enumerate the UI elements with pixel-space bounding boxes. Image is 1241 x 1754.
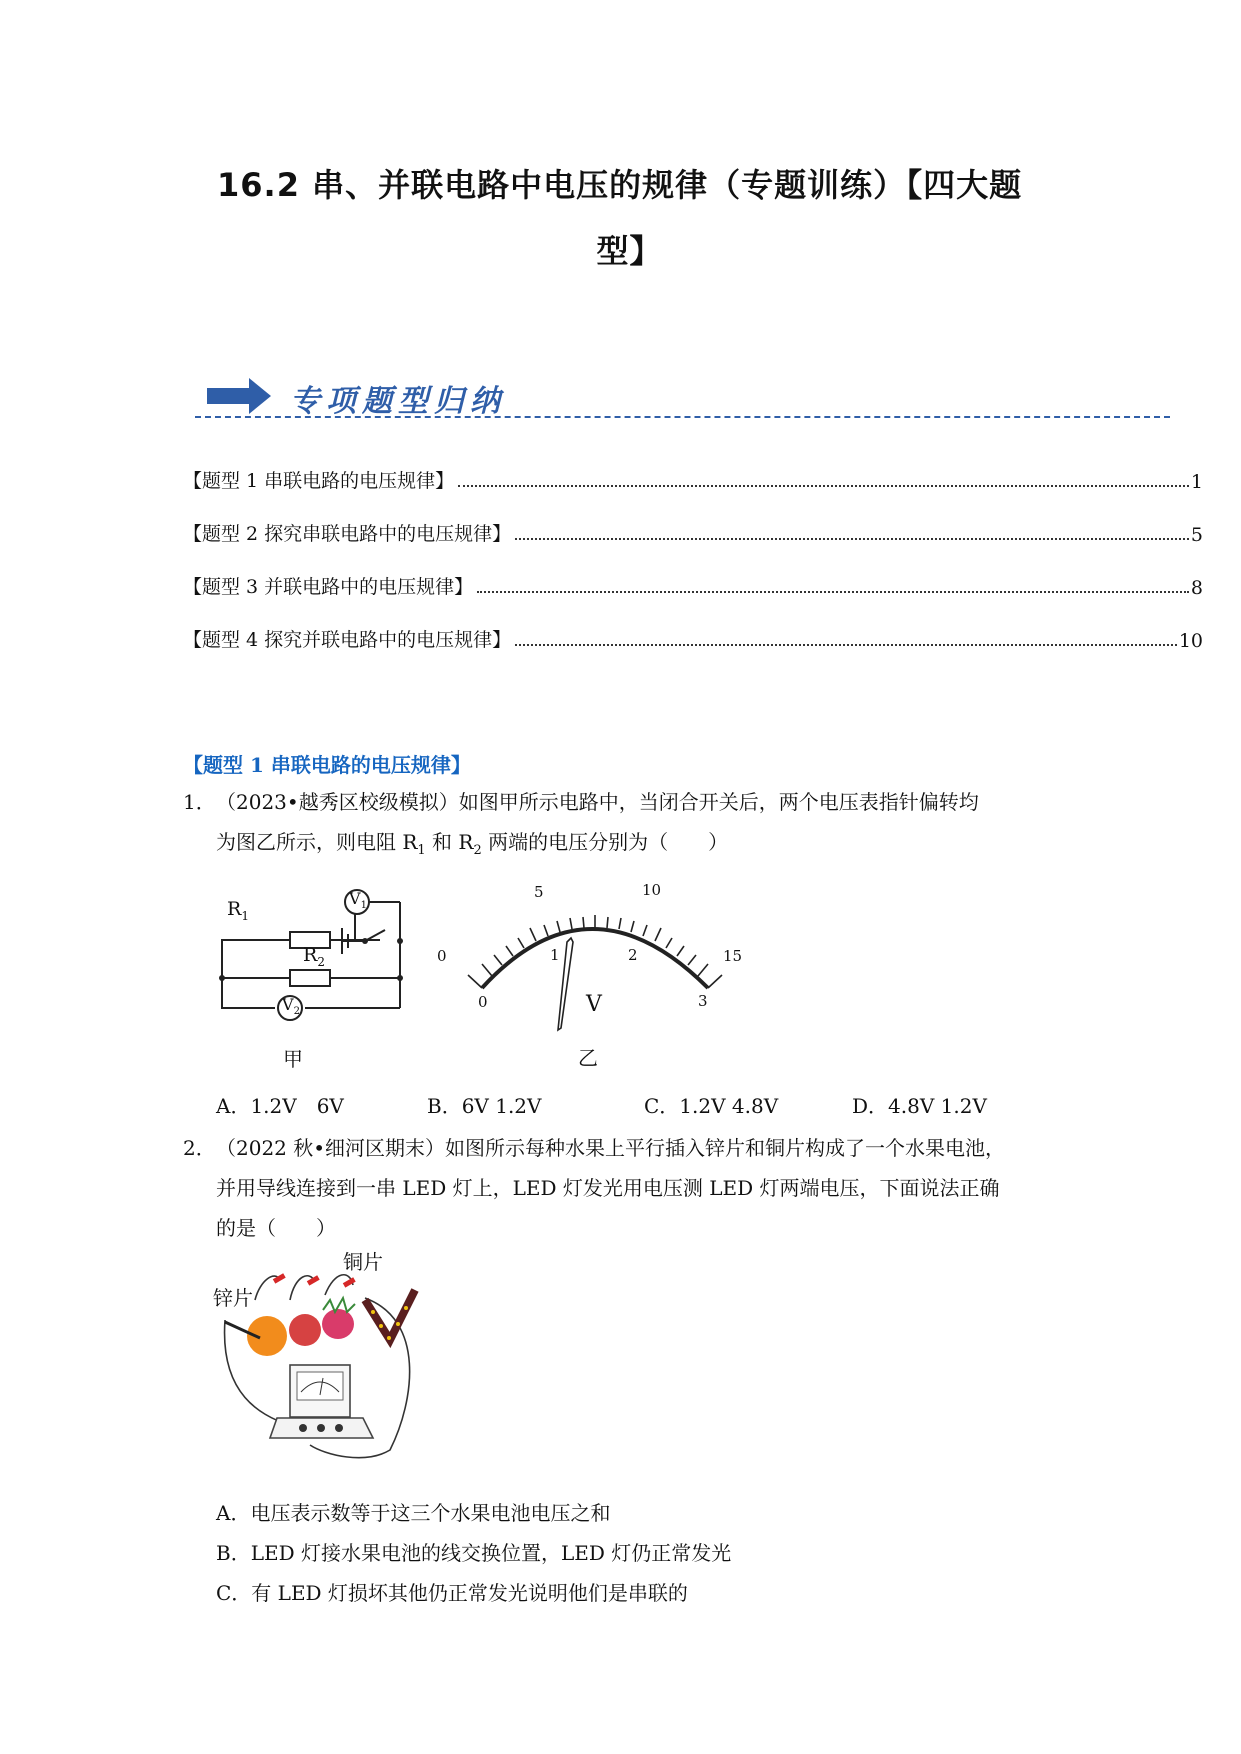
voltmeter-icon xyxy=(270,1365,373,1438)
toc-page-number: 10 xyxy=(1178,630,1203,652)
option-b[interactable]: B．6V 1.2V xyxy=(427,1094,542,1118)
toc-leader xyxy=(515,538,1189,540)
dial-outer-label-5: 5 xyxy=(534,883,544,901)
toc-item-label: 【题型 2 探究串联电路中的电压规律】 xyxy=(183,523,512,545)
toc-item-label: 【题型 3 并联电路中的电压规律】 xyxy=(183,576,474,598)
toc-item-1[interactable] xyxy=(183,463,1203,493)
question-stem-line-2: 为图乙所示，则电阻 $R_1$ 和 $R_2$ 两端的电压分别为（ ） xyxy=(216,830,729,858)
banner-rule xyxy=(195,416,1170,418)
section-banner xyxy=(205,372,1165,422)
banner-label: 专项题型归纳 xyxy=(290,384,506,419)
toc-page-number: 1 xyxy=(1190,471,1203,493)
toc-page-number: 5 xyxy=(1190,524,1203,546)
toc-item-4[interactable] xyxy=(183,622,1203,652)
toc-item-label: 【题型 1 串联电路的电压规律】 xyxy=(183,470,455,492)
option-a[interactable]: A．电压表示数等于这三个水果电池电压之和 xyxy=(216,1501,611,1525)
section-heading: 【题型 1 串联电路的电压规律】 xyxy=(183,753,471,777)
dial-inner-label-2: 2 xyxy=(628,946,638,964)
question-stem-line-1: （2022 秋•细河区期末）如图所示每种水果上平行插入锌片和铜片构成了一个水果电池， xyxy=(216,1136,1006,1160)
dial-unit-label: V xyxy=(586,992,602,1017)
toc-item-3[interactable] xyxy=(183,569,1203,599)
led-strip-icon xyxy=(365,1290,415,1340)
toc-item-label: 【题型 4 探究并联电路中的电压规律】 xyxy=(183,629,512,651)
voltmeter-v2-label: $V_2$ xyxy=(282,995,300,1018)
toc-leader xyxy=(477,591,1189,593)
question-stem-line-3: 的是（ ） xyxy=(216,1216,336,1240)
question-number: 2． xyxy=(183,1136,216,1160)
arrow-right-icon xyxy=(205,376,275,416)
voltmeter-dial xyxy=(437,880,760,1080)
title-line-1: 16.2 串、并联电路中电压的规律（专题训练）【四大题 xyxy=(217,166,1023,204)
option-c[interactable]: C．1.2V 4.8V xyxy=(644,1094,779,1118)
dial-svg xyxy=(440,880,760,1080)
option-d[interactable]: D．4.8V 1.2V xyxy=(852,1094,987,1118)
toc-page-number: 8 xyxy=(1190,577,1203,599)
dial-inner-label-0: 0 xyxy=(478,993,488,1011)
question-1 xyxy=(183,782,1063,871)
fruit-battery-svg xyxy=(215,1240,445,1470)
question-2 xyxy=(183,1128,1063,1248)
fruit-battery-figure xyxy=(215,1240,445,1470)
dial-inner-label-1: 1 xyxy=(550,946,560,964)
circuit-caption: 甲 xyxy=(283,1047,303,1071)
toc-leader xyxy=(458,485,1189,487)
option-c[interactable]: C．有 LED 灯损坏其他仍正常发光说明他们是串联的 xyxy=(216,1581,688,1605)
voltmeter-v1-label: $V_1$ xyxy=(349,889,367,912)
apple-icon xyxy=(289,1314,321,1346)
question-number: 1． xyxy=(183,790,216,814)
title-line-2: 型】 xyxy=(596,232,663,270)
dial-inner-label-3: 3 xyxy=(698,992,708,1010)
question-stem-line-2: 并用导线连接到一串 LED 灯上，LED 灯发光用电压测 LED 灯两端电压，下面说法正确 xyxy=(216,1176,1000,1200)
resistor-r2-label: $R_2$ xyxy=(303,944,325,969)
dial-outer-label-0: 0 xyxy=(437,947,447,965)
question-stem-line-1: （2023•越秀区校级模拟）如图甲所示电路中，当闭合开关后，两个电压表指针偏转均 xyxy=(216,790,979,814)
option-b[interactable]: B．LED 灯接水果电池的线交换位置，LED 灯仍正常发光 xyxy=(216,1541,732,1565)
dragon-fruit-icon xyxy=(322,1309,354,1339)
toc-item-2[interactable] xyxy=(183,516,1203,546)
needle xyxy=(558,938,573,1030)
resistor-r1-label: $R_1$ xyxy=(227,898,249,923)
circuit-diagram xyxy=(215,880,415,1070)
option-a[interactable]: A．1.2V 6V xyxy=(216,1094,344,1118)
zinc-label: 锌片 xyxy=(213,1286,253,1310)
page-title xyxy=(217,160,1057,272)
dial-caption: 乙 xyxy=(578,1046,598,1070)
copper-label: 铜片 xyxy=(343,1250,383,1274)
dial-outer-label-10: 10 xyxy=(642,881,662,899)
toc-leader xyxy=(515,644,1177,646)
dial-outer-label-15: 15 xyxy=(723,947,743,965)
